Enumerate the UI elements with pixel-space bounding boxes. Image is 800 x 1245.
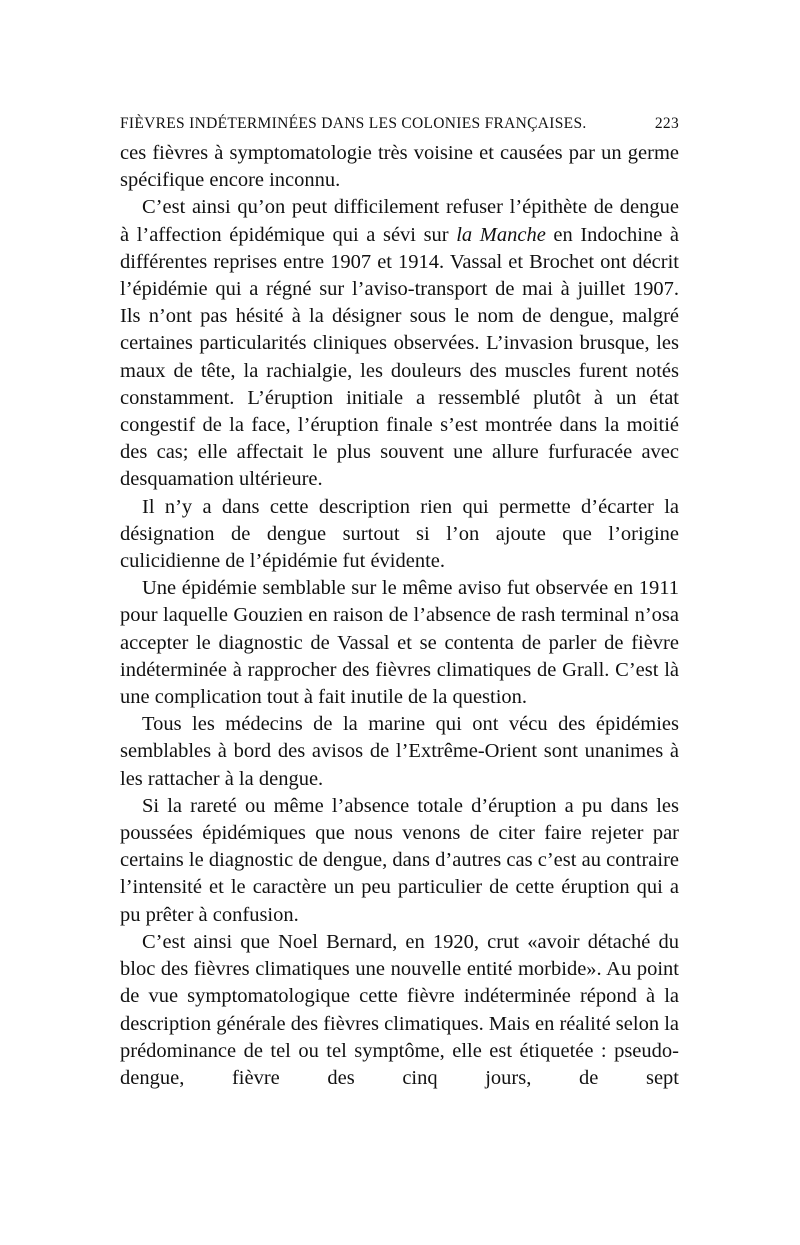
paragraph-1: ces fièvres à symptomatologie très voisine et causées par un germe spécifique encore inconnu.: [120, 142, 679, 192]
paragraph-2-before: C’est ainsi qu’on peut difficilement refuser l’épithète de dengue à l’affection épidémique qui a sévi sur: [120, 196, 679, 246]
paragraph-6: Si la rareté ou même l’absence totale d’éruption a pu dans les poussées épidémiques que nous venons de citer faire rejeter par certains le diagnostic de dengue, dans d’autres cas c’est au contraire l’intensité et le caractère un peu particulier de cette éruption qui a pu prêter à confusion.: [120, 794, 679, 926]
ship-name-italic: la Manche: [456, 223, 546, 246]
paragraph-4: Une épidémie semblable sur le même aviso fut observée en 1911 pour laquelle Gouzien en raison de l’absence de rash terminal n’osa accepter le diagnostic de Vassal et se contenta de parler de fièvre indéterminée à rapprocher des fièvres climatiques de Grall. C’est là une complication tout à fait inutile de la question.: [120, 577, 679, 709]
paragraph-3: Il n’y a dans cette description rien qui permette d’écarter la désignation de dengue surtout si l’on ajoute que l’origine culicidienne de l’épidémie fut évidente.: [120, 495, 679, 573]
running-head: [120, 112, 679, 136]
running-head-title: FIÈVRES INDÉTERMINÉES DANS LES COLONIES FRANÇAISES.: [120, 115, 587, 132]
paragraph-2-after: en Indochine à différentes reprises entre 1907 et 1914. Vassal et Brochet ont décrit l’épidémie qui a régné sur l’aviso-transport de mai à juillet 1907. Ils n’ont pas hésité à la désigner sous le nom de dengue, malgré certaines particularités cliniques observées. L’invasion brusque, les maux de tête, la rachialgie, les douleurs des muscles furent notés constamment. L’éruption initiale a ressemblé plutôt à un état congestif de la face, l’éruption finale s’est montrée dans la moitié des cas; elle affectait le plus souvent une allure furfuracée avec desquamation ultérieure.: [120, 223, 679, 491]
book-page: [120, 112, 679, 1092]
paragraph-7: C’est ainsi que Noel Bernard, en 1920, crut «avoir détaché du bloc des fièvres climatiques une nouvelle entité morbide». Au point de vue symptomatologique cette fièvre indéterminée répond à la description générale des fièvres climatiques. Mais en réalité selon la prédominance de tel ou tel symptôme, elle est étiquetée : pseudo-dengue, fièvre des cinq jours, de sept: [120, 930, 679, 1089]
page-number: 223: [654, 115, 679, 132]
paragraph-5: Tous les médecins de la marine qui ont vécu des épidémies semblables à bord des avisos de l’Extrême-Orient sont unanimes à les rattacher à la dengue.: [120, 713, 679, 790]
paragraph-2: [120, 194, 679, 493]
body-text: [120, 140, 679, 1092]
